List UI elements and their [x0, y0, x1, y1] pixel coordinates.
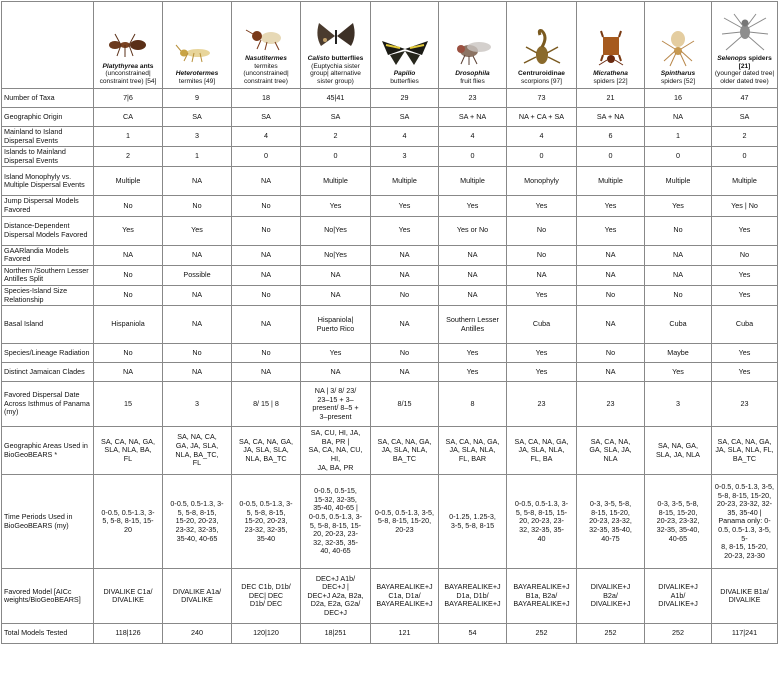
table-row	[2, 89, 778, 108]
table-cell: 0-0.5, 0.5-1.3, 3-5, 5-8, 8-15, 15-20, 20-23	[371, 475, 439, 569]
table-cell: Cuba	[645, 306, 712, 344]
table-cell: 0-0.5, 0.5-1.3, 3-5, 5-8, 8-15, 15-20, 20-23, 23-32, 32- 35, 35-40 | Panama only: 0- 0.5, 0.5-1.3, 3-5, 5- 8, 8-15, 15-20, 20-23, 23-30	[712, 475, 778, 569]
table-cell: SA, CA, NA, GA, JA, SLA, NLA, FL, BAR	[439, 427, 507, 475]
table-cell: 0-0.5, 0.5-1.3, 3- 5, 5-8, 8-15, 15- 20, 20-23, 23- 32, 32-35, 35- 40	[507, 475, 577, 569]
table-cell: NA	[371, 306, 439, 344]
table-cell: SA	[301, 108, 371, 127]
table-cell: 8/ 15 | 8	[232, 382, 301, 427]
fly-icon	[451, 37, 495, 67]
table-cell: 23	[507, 382, 577, 427]
table-cell: NA	[232, 363, 301, 382]
table-cell: NA	[577, 245, 645, 265]
table-cell: Hispaniola| Puerto Rico	[301, 306, 371, 344]
table-row	[2, 216, 778, 245]
table-cell: 0	[301, 147, 371, 167]
table-cell: 1	[645, 127, 712, 147]
table-cell: NA	[507, 265, 577, 285]
table-cell: Yes	[712, 265, 778, 285]
table-cell: 29	[371, 89, 439, 108]
table-cell: Yes	[712, 216, 778, 245]
table-cell: 15	[94, 382, 163, 427]
table-cell: Maybe	[645, 344, 712, 363]
table-cell: No	[163, 196, 232, 216]
table-cell: Possible	[163, 265, 232, 285]
table-cell: No	[507, 245, 577, 265]
header-cell-calisto	[301, 2, 371, 89]
table-cell: SA	[712, 108, 778, 127]
table-cell: NA	[645, 245, 712, 265]
table-cell: Yes	[712, 344, 778, 363]
comparison-table	[1, 1, 778, 644]
table-cell: Multiple	[371, 167, 439, 196]
table-cell: Yes	[439, 363, 507, 382]
table-cell: NA	[645, 108, 712, 127]
header-name: Heterotermes termites [49]	[175, 70, 219, 86]
row-label: Geographic Origin	[2, 108, 94, 127]
row-label: Islands to Mainland Dispersal Events	[2, 147, 94, 167]
table-cell: 0	[232, 147, 301, 167]
table-row	[2, 285, 778, 305]
table-cell: Yes	[645, 363, 712, 382]
table-cell: 21	[577, 89, 645, 108]
table-cell: 54	[439, 624, 507, 644]
table-cell: Yes	[163, 216, 232, 245]
header-cell-papilio	[371, 2, 439, 89]
table-cell: Yes	[301, 344, 371, 363]
table-cell: Yes	[371, 196, 439, 216]
table-cell: NA	[163, 245, 232, 265]
table-cell: 4	[232, 127, 301, 147]
table-cell: SA, NA, CA, GA, JA, SLA, NLA, BA_TC, FL	[163, 427, 232, 475]
row-label: Jump Dispersal Models Favored	[2, 196, 94, 216]
table-cell: DIVALIKE A1a/ DIVALIKE	[163, 569, 232, 624]
scorpion-icon	[518, 27, 566, 67]
header-name: Selenops spiders [21] (younger dated tree| older dated tree)	[714, 54, 775, 86]
row-label: Favored Dispersal Date Across Isthmus of Panama (my)	[2, 382, 94, 427]
table-cell: Cuba	[712, 306, 778, 344]
table-cell: 23	[712, 382, 778, 427]
table-cell: SA + NA	[577, 108, 645, 127]
table-cell: 8	[439, 382, 507, 427]
table-cell: SA, NA, GA, SLA, JA, NLA	[645, 427, 712, 475]
table-cell: Hispaniola	[94, 306, 163, 344]
table-cell: Yes	[712, 285, 778, 305]
table-cell: NA	[232, 245, 301, 265]
header-name: Papilio butterflies	[390, 70, 419, 86]
header-cell-heterotermes	[163, 2, 232, 89]
termite-icon	[243, 22, 289, 52]
table-cell: SA, CU, HI, JA, BA, PR | SA, CA, NA, CU, HI, JA, BA, PR	[301, 427, 371, 475]
termite-icon	[174, 37, 220, 67]
table-cell: DIVALIKE B1a/ DIVALIKE	[712, 569, 778, 624]
table-cell: No	[94, 285, 163, 305]
table-row	[2, 127, 778, 147]
header-name: Centruroidinae scorpions [97]	[518, 70, 565, 86]
table-cell: No	[232, 196, 301, 216]
table-cell: NA	[577, 306, 645, 344]
header-name: Drosophila fruit flies	[455, 70, 490, 86]
table-cell: BAYAREALIKE+J D1a, D1b/ BAYAREALIKE+J	[439, 569, 507, 624]
table-cell: 0-0.5, 0.5-1.3, 3- 5, 5-8, 8-15, 15- 20	[94, 475, 163, 569]
table-cell: NA	[577, 363, 645, 382]
table-cell: 3	[163, 382, 232, 427]
header-cell-selenops	[712, 2, 778, 89]
table-row	[2, 427, 778, 475]
table-cell: No|Yes	[301, 245, 371, 265]
table-cell: Yes	[301, 196, 371, 216]
table-cell: 0-3, 3-5, 5-8, 8-15, 15-20, 20-23, 23-32, 32-35, 35-40, 40-75	[577, 475, 645, 569]
table-cell: DIVALIKE+J A1b/ DIVALIKE+J	[645, 569, 712, 624]
table-cell: Multiple	[577, 167, 645, 196]
header-cell-nasutitermes	[232, 2, 301, 89]
table-cell: 0	[507, 147, 577, 167]
table-cell: NA	[439, 285, 507, 305]
table-cell: Yes	[507, 196, 577, 216]
table-cell: NA	[371, 363, 439, 382]
header-row	[2, 2, 778, 89]
table-cell: DIVALIKE+J B2a/ DIVALIKE+J	[577, 569, 645, 624]
row-label: Geographic Areas Used in BioGeoBEARS *	[2, 427, 94, 475]
table-cell: SA, CA, NA, GA, SLA, NLA, BA, FL	[94, 427, 163, 475]
table-cell: Yes	[439, 344, 507, 363]
table-cell: Multiple	[94, 167, 163, 196]
table-cell: NA	[163, 167, 232, 196]
spider-icon	[720, 12, 770, 52]
table-cell: 252	[507, 624, 577, 644]
table-cell: No	[163, 344, 232, 363]
table-cell: No	[371, 285, 439, 305]
row-label: Distinct Jamaican Clades	[2, 363, 94, 382]
table-cell: NA	[371, 265, 439, 285]
table-cell: No	[232, 216, 301, 245]
table-row	[2, 245, 778, 265]
table-cell: 0-0.5, 0.5-1.3, 3- 5, 5-8, 8-15, 15-20, 20-23, 23-32, 32-35, 35-40, 40-65	[163, 475, 232, 569]
header-cell-micrathena	[577, 2, 645, 89]
table-cell: BAYAREALIKE+J B1a, B2a/ BAYAREALIKE+J	[507, 569, 577, 624]
row-label: Favored Model [AICc weights/BioGeoBEARS]	[2, 569, 94, 624]
table-cell: NA	[232, 265, 301, 285]
table-cell: 73	[507, 89, 577, 108]
table-cell: 120|120	[232, 624, 301, 644]
row-label: Basal Island	[2, 306, 94, 344]
header-name: Nasutitermes termites (unconstrained| constraint tree)	[243, 54, 289, 86]
table-cell: SA	[371, 108, 439, 127]
table-cell: 121	[371, 624, 439, 644]
table-cell: Yes	[712, 363, 778, 382]
table-cell: 47	[712, 89, 778, 108]
table-cell: 6	[577, 127, 645, 147]
table-cell: SA, CA, NA, GA, JA, SLA, NLA, BA_TC	[371, 427, 439, 475]
table-cell: SA, CA, NA, GA, SLA, JA, NLA	[577, 427, 645, 475]
table-cell: NA	[94, 245, 163, 265]
table-cell: 16	[645, 89, 712, 108]
table-cell: NA | 3/ 8/ 23/ 23–15 + 3– present/ 8–5 + 3–present	[301, 382, 371, 427]
table-row	[2, 108, 778, 127]
row-label: Island Monophyly vs. Multiple Dispersal Events	[2, 167, 94, 196]
table-cell: No	[94, 196, 163, 216]
header-cell-drosophila	[439, 2, 507, 89]
table-cell: Yes	[439, 196, 507, 216]
table-cell: NA	[371, 245, 439, 265]
butterfly-icon	[380, 37, 430, 67]
table-cell: 2	[712, 127, 778, 147]
table-cell: 0	[712, 147, 778, 167]
table-cell: 252	[577, 624, 645, 644]
table-cell: 118|126	[94, 624, 163, 644]
table-cell: SA, CA, NA, GA, JA, SLA, NLA, FL, BA_TC	[712, 427, 778, 475]
header-cell-centruroidinae	[507, 2, 577, 89]
row-label: Mainland to Island Dispersal Events	[2, 127, 94, 147]
table-cell: No	[232, 285, 301, 305]
header-name: Calisto butterflies (Euptychia sister group| alternative sister group)	[307, 54, 364, 86]
table-cell: NA	[163, 285, 232, 305]
table-row	[2, 147, 778, 167]
table-row	[2, 569, 778, 624]
row-label: Number of Taxa	[2, 89, 94, 108]
table-cell: No	[94, 265, 163, 285]
table-cell: No	[645, 216, 712, 245]
row-label: GAARlandia Models Favored	[2, 245, 94, 265]
table-cell: NA	[301, 285, 371, 305]
table-row	[2, 306, 778, 344]
table-cell: Yes	[577, 216, 645, 245]
table-cell: DEC+J A1b/ DEC+J | DEC+J A2a, B2a, D2a, E2a, G2a/ DEC+J	[301, 569, 371, 624]
table-cell: No	[645, 285, 712, 305]
table-cell: Yes	[507, 363, 577, 382]
table-cell: No	[712, 245, 778, 265]
table-cell: 3	[645, 382, 712, 427]
header-name: Spintharus spiders [52]	[660, 70, 696, 86]
table-cell: DIVALIKE C1a/ DIVALIKE	[94, 569, 163, 624]
table-cell: 2	[94, 147, 163, 167]
table-cell: 0-1.25, 1.25-3, 3-5, 5-8, 8-15	[439, 475, 507, 569]
table-cell: 0-0.5, 0.5-15, 15-32, 32-35, 35-40, 40-65 | 0-0.5, 0.5-1.3, 3- 5, 5-8, 8-15, 15- 20, 20-23, 23- 32, 32-35, 35- 40, 40-65	[301, 475, 371, 569]
table-cell: NA	[163, 363, 232, 382]
table-cell: 3	[163, 127, 232, 147]
row-label: Total Models Tested	[2, 624, 94, 644]
table-cell: DEC C1b, D1b/ DEC| DEC D1b/ DEC	[232, 569, 301, 624]
table-cell: CA	[94, 108, 163, 127]
table-cell: BAYAREALIKE+J C1a, D1a/ BAYAREALIKE+J	[371, 569, 439, 624]
table-row	[2, 344, 778, 363]
table-cell: NA	[439, 265, 507, 285]
table-cell: No	[371, 344, 439, 363]
table-cell: SA, CA, NA, GA, JA, SLA, SLA, NLA, BA_TC	[232, 427, 301, 475]
table-cell: 45|41	[301, 89, 371, 108]
table-cell: Yes or No	[439, 216, 507, 245]
table-cell: Yes	[645, 196, 712, 216]
table-cell: Multiple	[439, 167, 507, 196]
table-cell: SA	[163, 108, 232, 127]
row-label: Northern /Southern Lesser Antilles Split	[2, 265, 94, 285]
table-cell: Yes	[371, 216, 439, 245]
table-cell: 4	[507, 127, 577, 147]
table-cell: Southern Lesser Antilles	[439, 306, 507, 344]
table-cell: 3	[371, 147, 439, 167]
table-cell: 252	[645, 624, 712, 644]
table-cell: NA	[94, 363, 163, 382]
header-cell-spintharus	[645, 2, 712, 89]
table-row	[2, 196, 778, 216]
ant-icon	[105, 30, 151, 60]
header-corner-cell	[2, 2, 94, 89]
table-cell: Yes	[507, 344, 577, 363]
row-label: Time Periods Used in BioGeoBEARS (my)	[2, 475, 94, 569]
table-cell: Multiple	[645, 167, 712, 196]
table-cell: 4	[371, 127, 439, 147]
row-label: Species-Island Size Relationship	[2, 285, 94, 305]
table-cell: No|Yes	[301, 216, 371, 245]
table-cell: No	[232, 344, 301, 363]
table-row	[2, 624, 778, 644]
row-label: Distance-Dependent Dispersal Models Favored	[2, 216, 94, 245]
table-cell: SA	[232, 108, 301, 127]
table-cell: 117|241	[712, 624, 778, 644]
table-cell: NA	[577, 265, 645, 285]
table-cell: 0	[645, 147, 712, 167]
table-cell: NA	[439, 245, 507, 265]
spider-icon	[591, 27, 631, 67]
table-cell: NA	[301, 265, 371, 285]
table-cell: SA, CA, NA, GA, JA, SLA, NLA, FL, BA	[507, 427, 577, 475]
table-cell: No	[577, 344, 645, 363]
table-cell: Yes	[577, 196, 645, 216]
table-cell: 18	[232, 89, 301, 108]
table-cell: SA + NA	[439, 108, 507, 127]
spider-icon	[658, 27, 698, 67]
table-row	[2, 363, 778, 382]
table-cell: Monophyly	[507, 167, 577, 196]
table-cell: 7|6	[94, 89, 163, 108]
table-cell: NA + CA + SA	[507, 108, 577, 127]
table-cell: Yes	[94, 216, 163, 245]
table-cell: Yes | No	[712, 196, 778, 216]
table-cell: 0-3, 3-5, 5-8, 8-15, 15-20, 20-23, 23-32, 32-35, 35-40, 40-65	[645, 475, 712, 569]
table-cell: 1	[163, 147, 232, 167]
table-cell: Cuba	[507, 306, 577, 344]
table-cell: No	[507, 216, 577, 245]
table-cell: 0	[577, 147, 645, 167]
table-cell: 0-0.5, 0.5-1.3, 3- 5, 5-8, 8-15, 15-20, 20-23, 23-32, 32-35, 35-40	[232, 475, 301, 569]
table-cell: Yes	[507, 285, 577, 305]
table-cell: NA	[645, 265, 712, 285]
table-cell: Multiple	[301, 167, 371, 196]
table-row	[2, 382, 778, 427]
table-cell: 0	[439, 147, 507, 167]
table-cell: NA	[163, 306, 232, 344]
row-label: Species/Lineage Radiation	[2, 344, 94, 363]
table-cell: 23	[439, 89, 507, 108]
table-cell: 1	[94, 127, 163, 147]
table-cell: Multiple	[712, 167, 778, 196]
header-name: Platythyrea ants (unconstrained| constraint tree) [54]	[99, 62, 157, 86]
table-row	[2, 475, 778, 569]
table-cell: NA	[232, 167, 301, 196]
header-name: Micrathena spiders [22]	[593, 70, 628, 86]
table-cell: 4	[439, 127, 507, 147]
table-cell: 2	[301, 127, 371, 147]
table-cell: 23	[577, 382, 645, 427]
table-cell: No	[94, 344, 163, 363]
table-cell: NA	[301, 363, 371, 382]
butterfly-icon	[313, 20, 359, 52]
table-cell: NA	[232, 306, 301, 344]
table-cell: 18|251	[301, 624, 371, 644]
table-row	[2, 167, 778, 196]
table-cell: 240	[163, 624, 232, 644]
table-row	[2, 265, 778, 285]
header-cell-platythyrea	[94, 2, 163, 89]
table-cell: 9	[163, 89, 232, 108]
table-cell: No	[577, 285, 645, 305]
table-cell: 8/15	[371, 382, 439, 427]
